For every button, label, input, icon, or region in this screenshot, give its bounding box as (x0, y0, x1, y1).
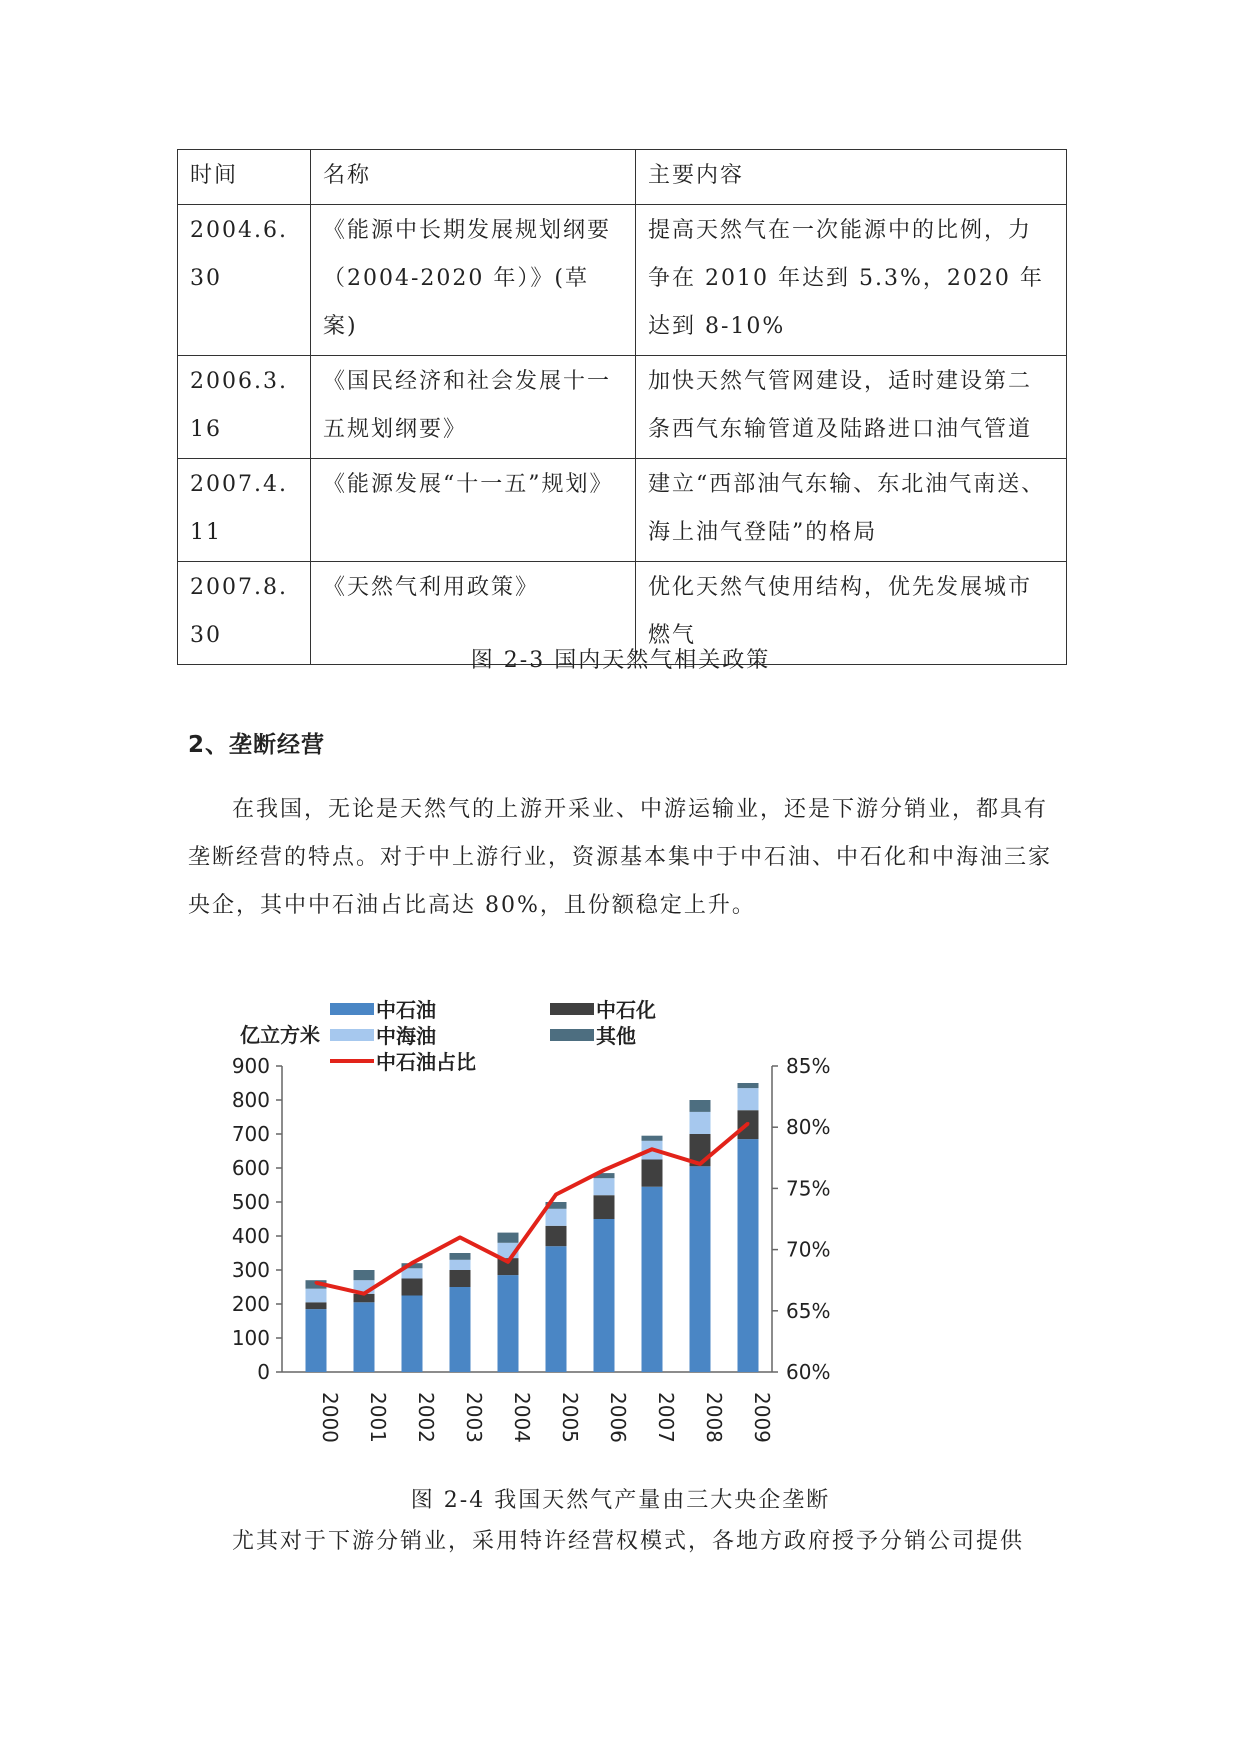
bar-segment (306, 1302, 327, 1309)
header-name: 名称 (311, 150, 636, 205)
x-tick-label: 2005 (558, 1392, 582, 1443)
section-heading: 2、垄断经营 (188, 732, 326, 758)
row-name: 《国民经济和社会发展十一五规划纲要》 (311, 356, 636, 459)
y-tick-label: 200 (231, 1292, 270, 1316)
x-tick-label: 2008 (702, 1392, 726, 1443)
policy-table (177, 149, 1067, 665)
y-tick-label: 100 (231, 1326, 270, 1350)
bar-segment (546, 1226, 567, 1246)
bar-segment (690, 1166, 711, 1372)
legend-label: 中石油 (376, 998, 436, 1022)
x-tick-label: 2000 (318, 1392, 342, 1443)
row-time: 2007.4.11 (178, 459, 311, 562)
row-content: 加快天然气管网建设，适时建设第二条西气东输管道及陆路进口油气管道 (636, 356, 1067, 459)
header-content: 主要内容 (636, 150, 1067, 205)
row-content: 提高天然气在一次能源中的比例，力争在 2010 年达到 5.3%，2020 年达到 8-10% (636, 205, 1067, 356)
legend-swatch (550, 1003, 594, 1015)
bar-segment (642, 1187, 663, 1372)
bar-segment (450, 1270, 471, 1287)
share-point (411, 1262, 414, 1265)
bar-segment (450, 1260, 471, 1270)
legend-label: 其他 (596, 1024, 636, 1048)
body-paragraph: 在我国，无论是天然气的上游开采业、中游运输业，还是下游分销业，都具有垄断经营的特点。对于中上游行业，资源基本集中于中石油、中石化和中海油三家央企，其中中石油占比高达 80%，且份额稳定上升。 (188, 797, 1053, 918)
share-point (603, 1169, 606, 1172)
y2-tick-label: 65% (786, 1298, 831, 1323)
bar-segment (738, 1139, 759, 1372)
x-tick-label: 2002 (414, 1392, 438, 1443)
row-content: 建立“西部油气东输、东北油气南送、海上油气登陆”的格局 (636, 459, 1067, 562)
bar-segment (594, 1195, 615, 1219)
bar-segment (738, 1083, 759, 1088)
y2-tick-label: 85% (786, 1054, 831, 1078)
row-time: 2007.8.30 (178, 562, 311, 665)
bar-segment (594, 1219, 615, 1372)
chart-caption: 图 2-4 我国天然气产量由三大央企垄断 (410, 1488, 831, 1513)
share-line (316, 1124, 748, 1294)
x-tick-label: 2003 (462, 1392, 486, 1443)
legend-label: 中石化 (596, 998, 656, 1022)
x-tick-label: 2001 (366, 1392, 390, 1443)
bar-segment (354, 1302, 375, 1372)
x-tick-label: 2007 (654, 1392, 678, 1443)
production-chart (220, 992, 980, 1472)
header-time: 时间 (178, 150, 311, 205)
share-point (699, 1162, 702, 1165)
row-name: 《天然气利用政策》 (311, 562, 636, 665)
bar-segment (306, 1289, 327, 1303)
bar-segment (738, 1088, 759, 1110)
x-tick-label: 2004 (510, 1392, 534, 1443)
bar-segment (690, 1112, 711, 1134)
bar-segment (402, 1296, 423, 1373)
share-line-layer (315, 1122, 750, 1295)
y-tick-label: 600 (231, 1156, 270, 1180)
table-row (178, 459, 1067, 562)
x-tick-label: 2009 (750, 1392, 774, 1443)
body-paragraph: 尤其对于下游分销业，采用特许经营权模式，各地方政府授予分销公司提供 (232, 1529, 1025, 1554)
bar-segment (498, 1233, 519, 1243)
y2-tick-label: 70% (786, 1237, 831, 1262)
row-name: 《能源发展“十一五”规划》 (311, 459, 636, 562)
share-point (651, 1148, 654, 1151)
row-time: 2004.6.30 (178, 205, 311, 356)
row-time: 2006.3.16 (178, 356, 311, 459)
bar-segment (546, 1246, 567, 1372)
row-content: 优化天然气使用结构，优先发展城市燃气 (636, 562, 1067, 665)
bar-segment (690, 1100, 711, 1112)
y-tick-label: 700 (231, 1122, 270, 1146)
bar-segment (594, 1178, 615, 1195)
bar-segment (498, 1275, 519, 1372)
share-point (747, 1122, 750, 1125)
bar-segment (642, 1136, 663, 1141)
bar-segment (306, 1309, 327, 1372)
y-tick-label: 300 (231, 1258, 270, 1282)
legend-swatch (330, 1029, 374, 1041)
bar-segment (450, 1253, 471, 1260)
legend-label: 中海油 (376, 1024, 436, 1048)
bar-segment (450, 1287, 471, 1372)
legend-label: 中石油占比 (376, 1050, 476, 1074)
y-tick-label: 800 (231, 1088, 270, 1112)
y-tick-label: 900 (231, 1054, 270, 1078)
share-point (363, 1292, 366, 1295)
y2-tick-label: 60% (786, 1360, 831, 1384)
y-axis-label: 亿立方米 (240, 1023, 320, 1047)
share-point (507, 1260, 510, 1263)
y-tick-label: 0 (257, 1360, 270, 1384)
x-tick-labels (318, 1392, 774, 1443)
bar-segment (354, 1270, 375, 1280)
y-tick-label: 500 (231, 1190, 270, 1214)
table-caption: 图 2-3 国内天然气相关政策 (470, 648, 771, 673)
share-point (315, 1281, 318, 1284)
bar-segment (546, 1209, 567, 1226)
bar-segment (642, 1160, 663, 1187)
table-header-row (178, 150, 1067, 205)
share-point (555, 1193, 558, 1196)
legend-swatch (550, 1029, 594, 1041)
y2-tick-label: 75% (786, 1176, 831, 1201)
row-name: 《能源中长期发展规划纲要（2004-2020 年）》(草案) (311, 205, 636, 356)
chart-legend (330, 998, 656, 1074)
bar-segment (402, 1279, 423, 1296)
table-row (178, 356, 1067, 459)
y2-tick-label: 80% (786, 1115, 831, 1140)
table-row (178, 205, 1067, 356)
legend-swatch (330, 1003, 374, 1015)
share-point (459, 1236, 462, 1239)
x-tick-label: 2006 (606, 1392, 630, 1443)
y-tick-label: 400 (231, 1224, 270, 1248)
